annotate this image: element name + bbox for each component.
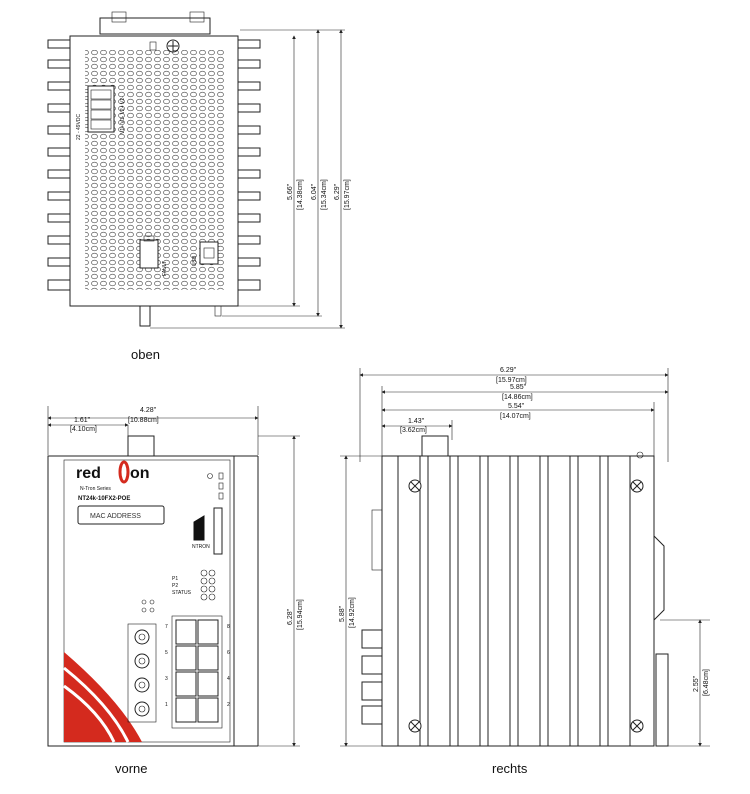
svg-text:USB: USB bbox=[192, 255, 198, 266]
svg-text:[15.97cm]: [15.97cm] bbox=[496, 377, 527, 384]
ntron-logo-icon bbox=[194, 516, 204, 540]
svg-text:NTRON: NTRON bbox=[192, 544, 210, 550]
brand-logo-left: red bbox=[76, 465, 101, 482]
svg-text:MAC ADDRESS: MAC ADDRESS bbox=[90, 513, 141, 520]
right-view-label: rechts bbox=[492, 761, 528, 776]
front-view bbox=[48, 406, 304, 776]
svg-text:[14.07cm]: [14.07cm] bbox=[500, 413, 531, 420]
svg-text:2.55": 2.55" bbox=[693, 675, 700, 692]
brand-logo-mark bbox=[120, 462, 128, 482]
svg-text:STATUS: STATUS bbox=[172, 590, 191, 596]
svg-text:6.28": 6.28" bbox=[287, 608, 294, 625]
side-fins bbox=[398, 456, 630, 746]
svg-text:3: 3 bbox=[165, 676, 168, 682]
svg-text:5.66": 5.66" bbox=[287, 183, 294, 200]
svg-text:NT24k-10FX2-POE: NT24k-10FX2-POE bbox=[78, 496, 131, 502]
svg-text:4.28": 4.28" bbox=[140, 407, 157, 414]
svg-text:5.88": 5.88" bbox=[339, 605, 346, 622]
left-fins bbox=[48, 40, 70, 290]
usb-port bbox=[200, 242, 218, 264]
svg-text:6.29": 6.29" bbox=[500, 367, 517, 374]
svg-text:8: 8 bbox=[227, 624, 230, 630]
svg-text:5.54": 5.54" bbox=[508, 403, 525, 410]
svg-text:6.29": 6.29" bbox=[334, 183, 341, 200]
status-leds bbox=[201, 570, 215, 600]
fault-connector bbox=[140, 240, 158, 268]
svg-text:2: 2 bbox=[227, 702, 230, 708]
svg-text:6.04": 6.04" bbox=[311, 183, 318, 200]
top-view-label: oben bbox=[131, 347, 160, 362]
svg-text:P1: P1 bbox=[172, 576, 179, 582]
svg-text:[15.97cm]: [15.97cm] bbox=[344, 179, 351, 210]
right-view bbox=[339, 367, 710, 776]
svg-text:5: 5 bbox=[165, 650, 168, 656]
svg-text:1.43": 1.43" bbox=[408, 418, 425, 425]
svg-text:1.61": 1.61" bbox=[74, 417, 91, 424]
rj45-ports bbox=[172, 616, 222, 728]
top-view bbox=[48, 12, 351, 362]
svg-text:[14.86cm]: [14.86cm] bbox=[502, 394, 533, 401]
svg-text:[14.38cm]: [14.38cm] bbox=[297, 179, 304, 210]
svg-text:4: 4 bbox=[227, 676, 230, 682]
svg-text:[3.62cm]: [3.62cm] bbox=[400, 427, 427, 434]
svg-text:7: 7 bbox=[165, 624, 168, 630]
svg-text:[14.92cm]: [14.92cm] bbox=[349, 597, 356, 628]
brand-swoosh bbox=[64, 652, 142, 742]
svg-text:[10.88cm]: [10.88cm] bbox=[128, 417, 159, 424]
right-fins bbox=[238, 40, 260, 290]
svg-text:[15.34cm]: [15.34cm] bbox=[321, 179, 328, 210]
svg-text:N-Tron Series: N-Tron Series bbox=[80, 486, 111, 492]
svg-text:[4.10cm]: [4.10cm] bbox=[70, 426, 97, 433]
svg-text:[15.94cm]: [15.94cm] bbox=[297, 599, 304, 630]
front-view-label: vorne bbox=[115, 761, 148, 776]
fiber-ports bbox=[128, 624, 156, 722]
brand-logo-right: on bbox=[130, 465, 150, 482]
svg-text:P2: P2 bbox=[172, 583, 179, 589]
svg-text:[6.48cm]: [6.48cm] bbox=[703, 669, 710, 696]
svg-text:V1+ V1- V2+ V2-: V1+ V1- V2+ V2- bbox=[120, 96, 126, 134]
svg-text:6: 6 bbox=[227, 650, 230, 656]
svg-text:1: 1 bbox=[165, 702, 168, 708]
din-clip-top bbox=[100, 18, 210, 34]
svg-text:FAULT: FAULT bbox=[162, 260, 168, 276]
svg-text:5.85": 5.85" bbox=[510, 384, 527, 391]
svg-text:22 - 49VDC: 22 - 49VDC bbox=[76, 113, 82, 140]
